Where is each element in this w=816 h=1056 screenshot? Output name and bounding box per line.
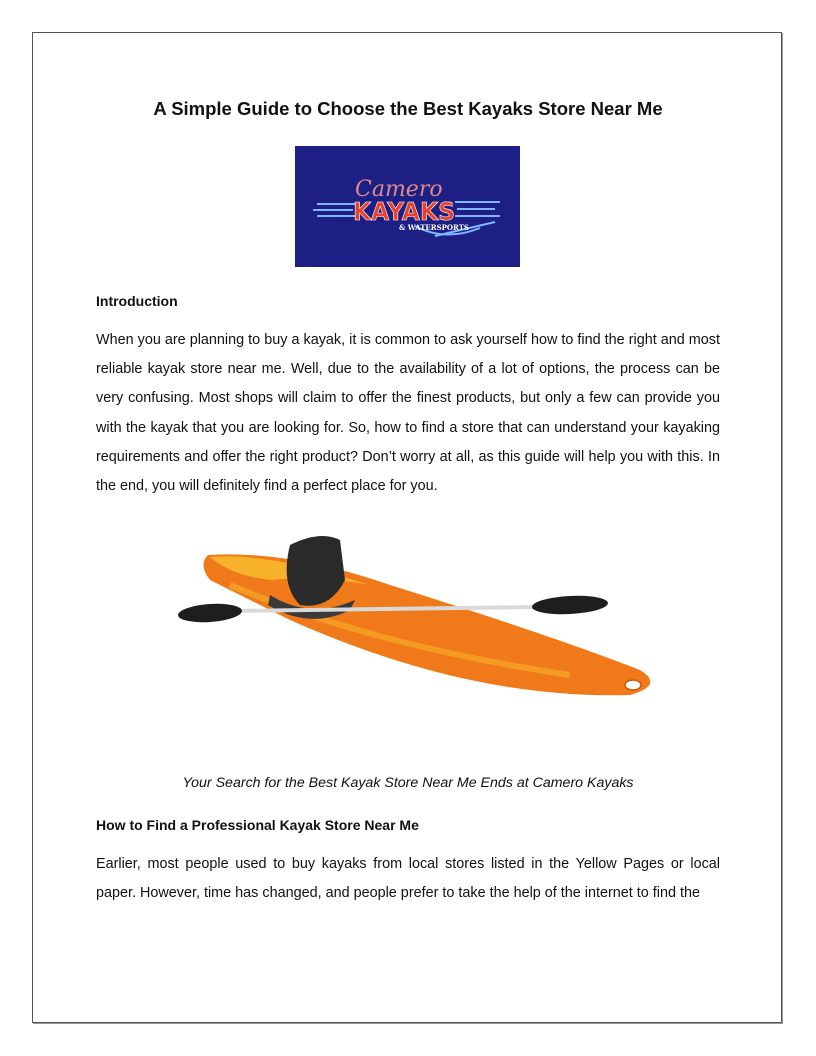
- logo-main-text: KAYAKS: [353, 197, 455, 226]
- page-title: A Simple Guide to Choose the Best Kayaks Store Near Me: [153, 98, 663, 119]
- section-body-introduction: When you are planning to buy a kayak, it is common to ask yourself how to find the right and most reliable kayak store near me. Well, due to the availability of a lot of options, the process can be very confusing. Most shops will claim to offer the finest products, but only a few can provide you with the kayak that you are looking for. So, how to find a store that can understand your kayaking requirements and offer the right product? Don’t worry at all, as this guide will help you with this. In the end, you will definitely find a perfect place for you.: [96, 332, 720, 495]
- logo-sub-text: & WATERSPORTS: [399, 223, 469, 232]
- image-caption: Your Search for the Best Kayak Store Near Me Ends at Camero Kayaks: [182, 775, 634, 791]
- section-heading-how-to-find: How to Find a Professional Kayak Store Near Me: [96, 817, 419, 833]
- kayak-image: [170, 525, 650, 710]
- kayak-paddle-blade-right: [532, 594, 609, 616]
- section-body-how-to-find: Earlier, most people used to buy kayaks from local stores listed in the Yellow Pages or local paper. However, time has changed, and people prefer to take the help of the internet to find the: [96, 856, 720, 902]
- logo-script-text: Camero: [355, 177, 443, 202]
- kayak-paddle-blade-left: [177, 602, 242, 624]
- camero-kayaks-logo: [295, 146, 520, 267]
- section-heading-introduction: Introduction: [96, 293, 178, 309]
- kayak-handle-hole: [625, 680, 641, 690]
